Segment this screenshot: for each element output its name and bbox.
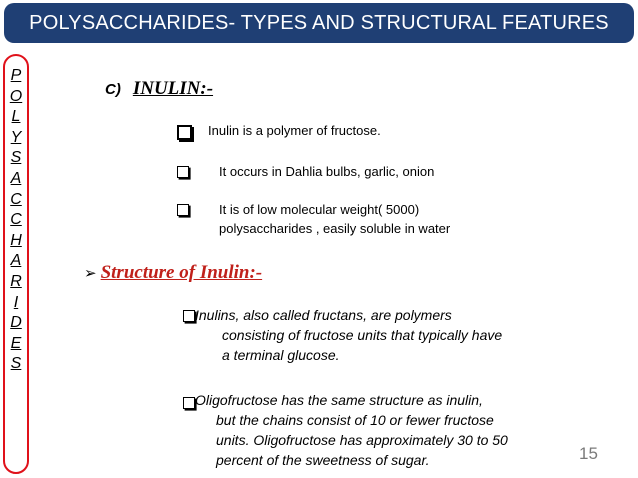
vertical-letter: C	[10, 211, 22, 229]
bullet-item	[177, 200, 450, 238]
structure-bullet	[177, 390, 508, 470]
page-number: 15	[579, 444, 598, 463]
vertical-letter: S	[10, 149, 22, 167]
structure-bullet	[177, 305, 502, 365]
structure-header	[84, 262, 262, 284]
checkbox-bullet-icon	[177, 125, 192, 140]
vertical-letter: A	[10, 252, 22, 270]
section-c-header	[105, 78, 213, 100]
bullet-text-block	[219, 200, 450, 238]
vertical-letter: I	[13, 293, 19, 311]
bullet-text: It occurs in Dahlia bulbs, garlic, onion	[219, 164, 435, 179]
bullet-text: Inulin is a polymer of fructose.	[208, 123, 381, 138]
vertical-letter: R	[10, 272, 22, 290]
checkbox-bullet-icon	[183, 397, 195, 409]
bullet-text-line: Oligofructose has the same structure as inulin,	[195, 392, 483, 408]
section-label: C)	[105, 81, 121, 98]
vertical-letter: A	[10, 169, 22, 187]
slide-title: POLYSACCHARIDES- TYPES AND STRUCTURAL FEATURES	[29, 11, 609, 34]
bullet-text-line: Inulins, also called fructans, are polymers	[195, 307, 452, 323]
bullet-item	[177, 121, 381, 140]
vertical-word-box	[3, 54, 29, 474]
title-bar	[4, 3, 634, 43]
structure-heading: Structure of Inulin:-	[100, 262, 263, 283]
vertical-letter: S	[10, 355, 22, 373]
bullet-item	[177, 162, 434, 181]
vertical-letter: C	[10, 190, 22, 208]
checkbox-bullet-icon	[177, 166, 189, 178]
bullet-text-line: percent of the sweetness of sugar.	[216, 452, 430, 468]
vertical-letter: O	[9, 87, 23, 105]
bullet-text-line: but the chains consist of 10 or fewer fructose	[216, 412, 494, 428]
vertical-letter: L	[11, 108, 21, 126]
vertical-letter: H	[10, 231, 22, 249]
inulin-heading: INULIN:-	[132, 78, 214, 99]
bullet-text-line: consisting of fructose units that typically have	[222, 327, 503, 343]
bullet-text-line: It is of low molecular weight( 5000)	[219, 202, 420, 217]
bullet-text-line: polysaccharides , easily soluble in water	[219, 221, 451, 236]
vertical-letter: E	[10, 334, 22, 352]
checkbox-bullet-icon	[183, 310, 195, 322]
vertical-letter: D	[10, 314, 22, 332]
checkbox-bullet-icon	[177, 204, 189, 216]
vertical-letter: Y	[10, 128, 22, 146]
vertical-letter: P	[10, 67, 22, 84]
arrow-bullet-icon: ➢	[84, 264, 97, 282]
bullet-text-line: a terminal glucose.	[222, 347, 340, 363]
vertical-letters	[5, 66, 27, 375]
bullet-text-line: units. Oligofructose has approximately 30 to 50	[216, 432, 508, 448]
